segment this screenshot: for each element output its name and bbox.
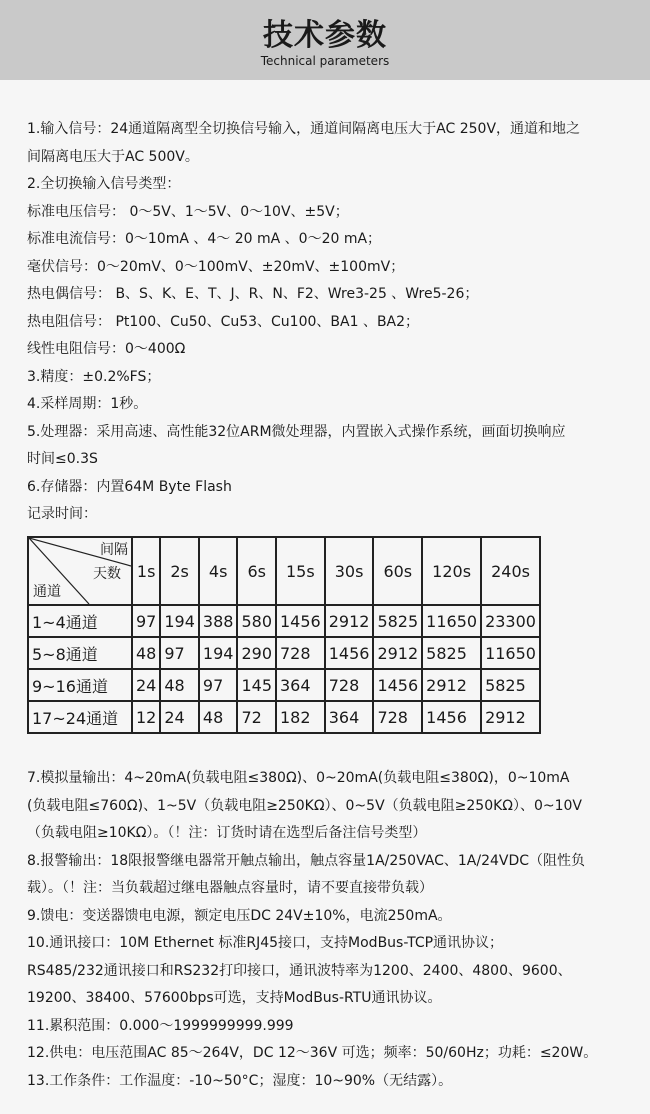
- table-cell: 364: [325, 701, 374, 733]
- table-cell: 1456: [373, 669, 422, 701]
- table-cell: 728: [373, 701, 422, 733]
- spec-line: 热电阻信号： Pt100、Cu50、Cu53、Cu100、BA1 、BA2；: [27, 313, 420, 330]
- spec-line: 4.采样周期：1秒。: [27, 396, 148, 412]
- row-label: 17~24通道: [28, 701, 132, 733]
- table-row: [28, 701, 540, 733]
- channel-label: 通道: [33, 584, 61, 600]
- spec-line: 11.累积范围：0.000～1999999999.999: [27, 1017, 294, 1034]
- table-cell: 2912: [325, 605, 374, 637]
- table-cell: 1456: [276, 605, 325, 637]
- row-label: 5~8通道: [28, 637, 132, 669]
- spec-section-2: [27, 765, 632, 1095]
- table-cell: 48: [132, 637, 160, 669]
- table-cell: 5825: [481, 669, 540, 701]
- days-label: 天数: [93, 566, 121, 582]
- spec-line: 标准电流信号：0～10mA 、4～ 20 mA 、0～20 mA；: [27, 231, 382, 247]
- spec-line: (负载电阻≤760Ω)、1~5V（负载电阻≥250KΩ）、0~5V（负载电阻≥250KΩ）、0~10V: [27, 797, 583, 814]
- spec-line: 记录时间：: [27, 506, 97, 522]
- spec-line: 7.模拟量输出：4~20mA(负载电阻≤380Ω)、0~20mA(负载电阻≤380Ω)，0~10mA: [27, 770, 570, 786]
- table-cell: 97: [199, 669, 238, 701]
- table-cell: 388: [199, 605, 238, 637]
- table-cell: 145: [237, 669, 276, 701]
- spec-line: 8.报警输出：18限报警继电器常开触点输出，触点容量1A/250VAC、1A/24VDC（阻性负: [27, 852, 586, 869]
- record-time-table: [27, 536, 541, 734]
- spec-line: 2.全切换输入信号类型：: [27, 176, 181, 192]
- spec-line: 热电偶信号： B、S、K、E、T、J、R、N、F2、Wre3-25 、Wre5-26；: [27, 286, 479, 302]
- table-cell: 5825: [422, 637, 481, 669]
- table-cell: 97: [132, 605, 160, 637]
- column-header: 60s: [373, 537, 422, 605]
- table-cell: 11650: [481, 637, 540, 669]
- spec-line: RS485/232通讯接口和RS232打印接口，通讯波特率为1200、2400、4800、9600、: [27, 962, 572, 979]
- diagonal-header-cell: [28, 537, 132, 605]
- table-cell: 12: [132, 701, 160, 733]
- table-cell: 1456: [325, 637, 374, 669]
- spec-line: 3.精度：±0.2%FS；: [27, 368, 161, 385]
- table-cell: 2912: [373, 637, 422, 669]
- spec-line: 12.供电：电压范围AC 85～264V，DC 12～36V 可选；频率：50/60Hz；功耗：≤20W。: [27, 1045, 598, 1061]
- table-cell: 48: [199, 701, 238, 733]
- column-header: 4s: [199, 537, 238, 605]
- row-label: 9~16通道: [28, 669, 132, 701]
- table-cell: 290: [237, 637, 276, 669]
- spec-line: （负载电阻≥10KΩ）。（！注：订货时请在选型后备注信号类型）: [27, 825, 427, 841]
- row-label: 1~4通道: [28, 605, 132, 637]
- table-cell: 194: [160, 605, 199, 637]
- column-header: 1s: [132, 537, 160, 605]
- spec-line: 线性电阻信号：0～400Ω: [27, 341, 186, 357]
- table-cell: 5825: [373, 605, 422, 637]
- table-row: [28, 669, 540, 701]
- table-cell: 97: [160, 637, 199, 669]
- table-cell: 728: [276, 637, 325, 669]
- spec-line: 13.工作条件：工作温度：-10~50°C；湿度：10~90%（无结露）。: [27, 1072, 453, 1089]
- interval-label: 间隔: [100, 542, 128, 558]
- spec-section-1: [27, 116, 632, 529]
- table-cell: 182: [276, 701, 325, 733]
- spec-line: 9.馈电：变送器馈电电源，额定电压DC 24V±10%，电流250mA。: [27, 907, 452, 924]
- table-row: [28, 637, 540, 669]
- table-cell: 194: [199, 637, 238, 669]
- spec-line: 载）。（！注：当负载超过继电器触点容量时，请不要直接带负载）: [27, 880, 433, 896]
- table-cell: 23300: [481, 605, 540, 637]
- spec-line: 毫伏信号：0～20mV、0～100mV、±20mV、±100mV；: [27, 258, 405, 275]
- table-cell: 24: [160, 701, 199, 733]
- table-cell: 364: [276, 669, 325, 701]
- column-header: 6s: [237, 537, 276, 605]
- spec-line: 6.存储器：内置64M Byte Flash: [27, 478, 232, 495]
- table-cell: 48: [160, 669, 199, 701]
- spec-line: 10.通讯接口：10M Ethernet 标准RJ45接口，支持ModBus-TCP通讯协议；: [27, 935, 504, 951]
- spec-line: 1.输入信号：24通道隔离型全切换信号输入，通道间隔离电压大于AC 250V，通道和地之: [27, 121, 581, 137]
- table-cell: 24: [132, 669, 160, 701]
- table-cell: 580: [237, 605, 276, 637]
- table-cell: 1456: [422, 701, 481, 733]
- page-subtitle: Technical parameters: [260, 54, 390, 68]
- column-header: 30s: [325, 537, 374, 605]
- column-header: 2s: [160, 537, 199, 605]
- spec-line: 间隔离电压大于AC 500V。: [27, 148, 199, 165]
- column-header: 15s: [276, 537, 325, 605]
- table-cell: 2912: [481, 701, 540, 733]
- page-title: 技术参数: [263, 18, 387, 53]
- spec-line: 时间≤0.3S: [27, 451, 98, 467]
- table-cell: 2912: [422, 669, 481, 701]
- table-header-row: [28, 537, 540, 605]
- spec-line: 19200、38400、57600bps可选，支持ModBus-RTU通讯协议。: [27, 990, 442, 1006]
- column-header: 120s: [422, 537, 481, 605]
- table-cell: 72: [237, 701, 276, 733]
- column-header: 240s: [481, 537, 540, 605]
- spec-line: 标准电压信号： 0～5V、1～5V、0～10V、±5V；: [27, 203, 349, 220]
- table-row: [28, 605, 540, 637]
- table-cell: 728: [325, 669, 374, 701]
- header-banner: [0, 0, 650, 80]
- table-cell: 11650: [422, 605, 481, 637]
- spec-line: 5.处理器：采用高速、高性能32位ARM微处理器，内置嵌入式操作系统，画面切换响应: [27, 423, 566, 440]
